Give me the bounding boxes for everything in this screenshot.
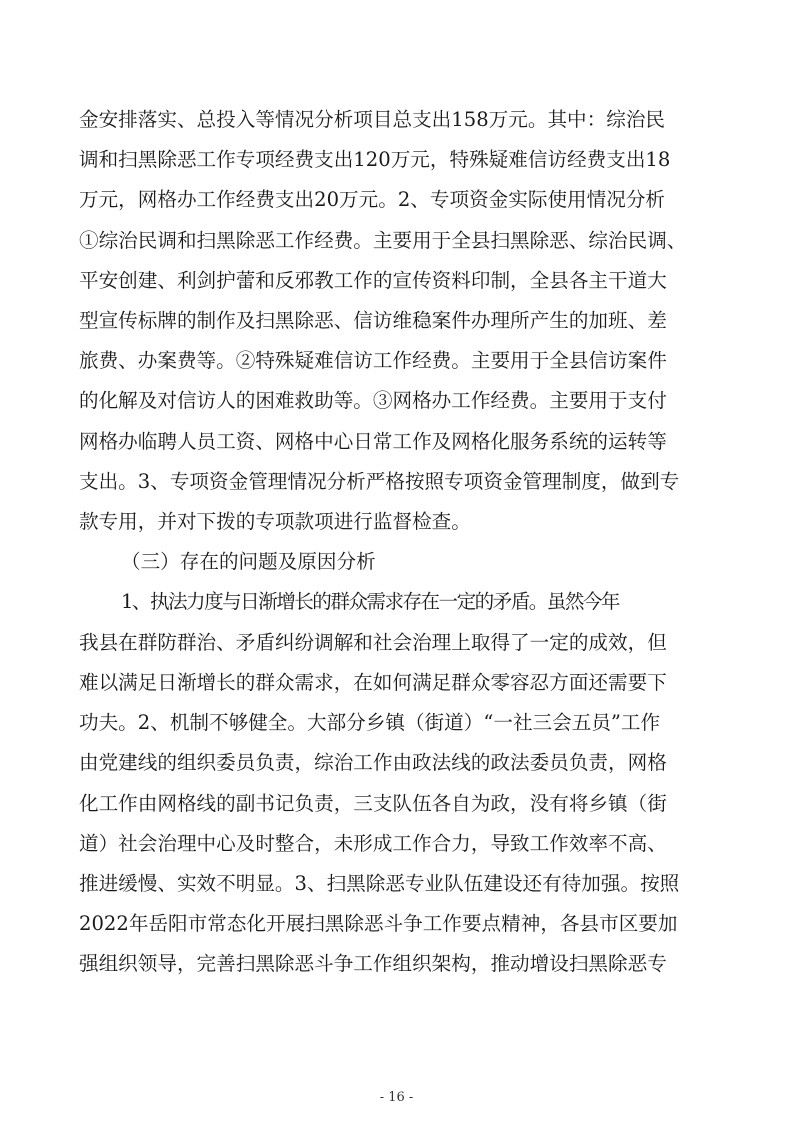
page-number: - 16 -: [379, 1090, 414, 1105]
body-text-line: 2022年岳阳市常态化开展扫黑除恶斗争工作要点精神，各县市区要加: [79, 912, 678, 935]
body-text-line: 万元，网格办工作经费支出20万元。2、专项资金实际使用情况分析: [79, 188, 666, 211]
body-text-line: 难以满足日渐增长的群众需求，在如何满足群众零容忍方面还需要下: [79, 671, 667, 694]
body-text-line: 功夫。2、机制不够健全。大部分乡镇（街道）“一社三会五员”工作: [79, 711, 661, 734]
body-text-line: 旅费、办案费等。②特殊疑难信访工作经费。主要用于全县信访案件: [79, 349, 667, 372]
body-text-line: 1、执法力度与日渐增长的群众需求存在一定的矛盾。虽然今年: [121, 590, 619, 613]
body-text-line: 推进缓慢、实效不明显。3、扫黑除恶专业队伍建设还有待加强。按照: [79, 872, 680, 895]
body-text-line: 由党建线的组织委员负责，综治工作由政法线的政法委员负责，网格: [79, 751, 667, 774]
body-text-line: 道）社会治理中心及时整合，未形成工作合力，导致工作效率不高、: [79, 832, 667, 855]
section-heading: （三）存在的问题及原因分析: [121, 550, 376, 573]
body-text-line: 强组织领导，完善扫黑除恶斗争工作组织架构，推动增设扫黑除恶专: [79, 952, 667, 975]
body-text-line: 调和扫黑除恶工作专项经费支出120万元，特殊疑难信访经费支出18: [79, 148, 671, 171]
body-text-line: 金安排落实、总投入等情况分析项目总支出158万元。其中：综治民: [79, 108, 666, 131]
body-text-line: 平安创建、利剑护蕾和反邪教工作的宣传资料印制，全县各主干道大: [79, 269, 667, 292]
body-text-line: 款专用，并对下拨的专项款项进行监督检查。: [79, 510, 471, 533]
body-text-line: 化工作由网格线的副书记负责，三支队伍各自为政，没有将乡镇（街: [79, 792, 667, 815]
body-text-line: 支出。3、专项资金管理情况分析严格按照专项资金管理制度，做到专: [79, 470, 680, 493]
body-text-line: 的化解及对信访人的困难救助等。③网格办工作经费。主要用于支付: [79, 389, 667, 412]
body-text-line: 型宣传标牌的制作及扫黑除恶、信访维稳案件办理所产生的加班、差: [79, 309, 667, 332]
body-text-line: ①综治民调和扫黑除恶工作经费。主要用于全县扫黑除恶、综治民调、: [79, 229, 687, 252]
body-text-line: 网格办临聘人员工资、网格中心日常工作及网格化服务系统的运转等: [79, 430, 667, 453]
body-text-line: 我县在群防群治、矛盾纠纷调解和社会治理上取得了一定的成效，但: [79, 631, 667, 654]
